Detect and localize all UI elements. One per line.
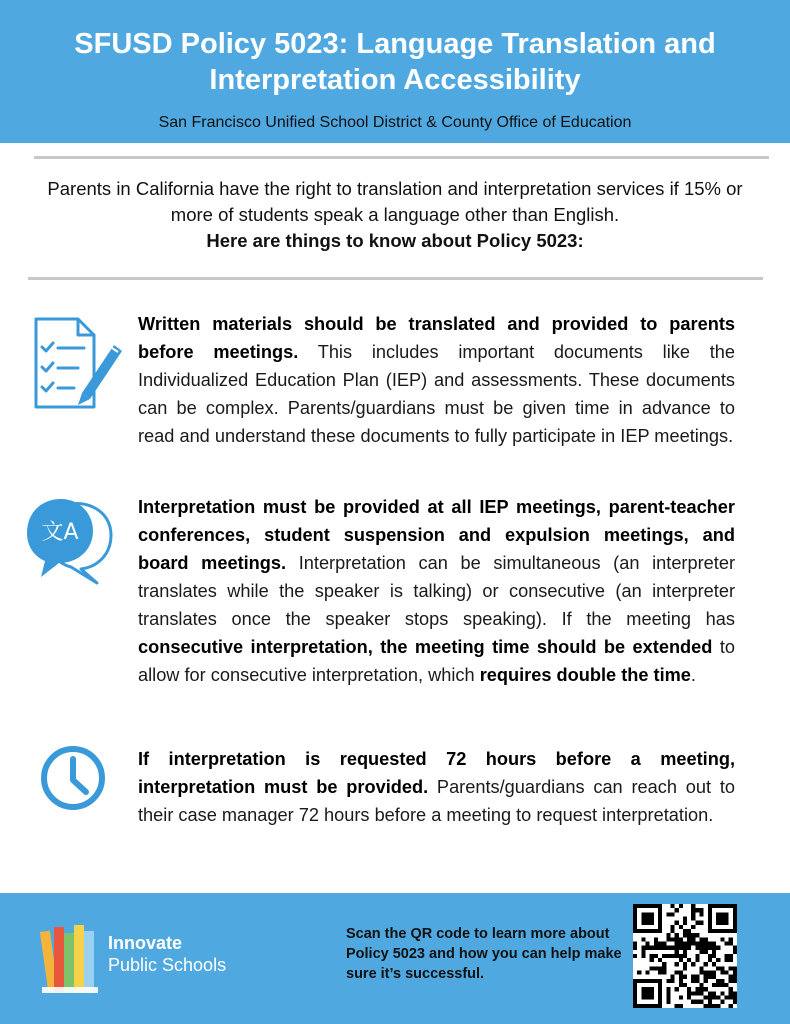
translation-glyph: 文A (41, 520, 79, 545)
clock-icon (40, 745, 106, 811)
page-subtitle: San Francisco Unified School District & County Office of Education (158, 114, 632, 131)
section-text (138, 745, 735, 829)
text-run: Interpretation can be simultaneous (an interpreter translates while the speaker is talking) or consecutive (an interpreter translates once the speaker stops speaking). If the meeting has (138, 553, 735, 629)
section-written-materials (0, 310, 790, 480)
footer-banner (0, 893, 790, 1024)
section-text (138, 493, 735, 689)
logo-text-innovate: Innovate (108, 933, 183, 953)
page-title: SFUSD Policy 5023: Language Translation and Interpretation Accessibility (74, 28, 716, 96)
intro-text: Parents in California have the right to translation and interpretation services if 15% or more of students speak a language other than English. (47, 178, 743, 225)
document-pen-icon (32, 315, 124, 411)
logo-text-public-schools: Public Schools (108, 955, 227, 975)
bold-run: If interpretation is requested 72 hours before a meeting, interpretation must be provided. (138, 749, 735, 797)
bold-run: consecutive interpretation, the meeting time should be extended (138, 637, 713, 657)
text-run: Parents/guardians can reach out to their case manager 72 hours before a meeting to request interpretation. (138, 777, 736, 825)
intro-emphasis: Here are things to know about Policy 5023: (206, 230, 584, 251)
bold-run: requires double the time (479, 665, 691, 685)
text-run: . (690, 665, 696, 685)
text-run: This includes important documents like the Individualized Education Plan (IEP) and assessments. These documents can be complex. Parents/guardians must be given time in advance to read and understand these documents to fully participate in IEP meetings. (138, 342, 735, 446)
qr-code-icon[interactable] (633, 904, 737, 1008)
translation-chat-icon (25, 497, 117, 587)
divider-top (34, 156, 769, 159)
header-banner (0, 0, 790, 143)
text-run: to allow for consecutive interpretation, which (138, 637, 735, 685)
section-72-hours (0, 745, 790, 860)
intro-paragraph (30, 176, 760, 254)
bold-run: Interpretation must be provided at all IEP meetings, parent-teacher conferences, student suspension and expulsion meetings, and board meetings. (138, 497, 735, 573)
section-text (138, 310, 735, 450)
section-interpretation (0, 493, 790, 723)
divider-bottom (28, 277, 763, 280)
bold-run: Written materials should be translated and provided to parents before meetings. (138, 314, 735, 362)
qr-call-to-action: Scan the QR code to learn more about Policy 5023 and how you can help make sure it’s successful. (346, 926, 622, 982)
innovate-logo-icon (40, 921, 102, 997)
